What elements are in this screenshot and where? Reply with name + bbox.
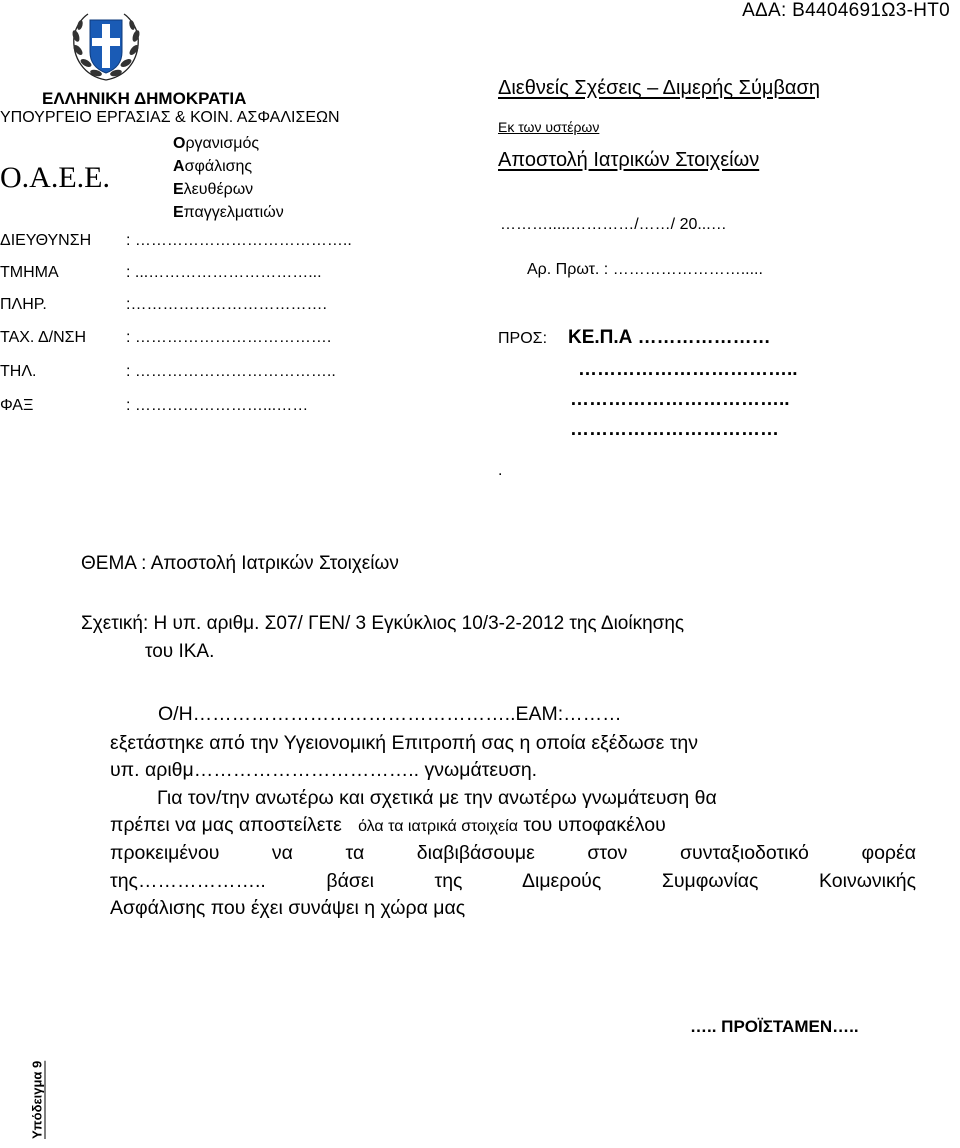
- to-line: ……………………………..: [570, 389, 790, 410]
- org-line: Ασφάλισης: [173, 158, 253, 175]
- field-address: ΤΑΧ. Δ/ΝΣΗ : ……………………………….: [0, 329, 332, 346]
- org-line: Επαγγελματιών: [173, 204, 284, 221]
- to-line: ……………………………..: [578, 359, 798, 380]
- ada-code: ΑΔΑ: Β4404691Ω3-ΗΤ0: [742, 0, 950, 21]
- para-line-4: Για τον/την ανωτέρω και σχετικά με την ανωτέρω γνωμάτευση θα: [157, 787, 717, 809]
- para-line-5: πρέπει να μας αποστείλετε όλα τα ιατρικά στοιχεία του υποφακέλου: [110, 814, 666, 836]
- field-directorate: ΔΙΕΥΘΥΝΣΗ : …………………………………..: [0, 232, 352, 249]
- to-label: ΠΡΟΣ:: [498, 330, 548, 347]
- org-line: Οργανισμός: [173, 135, 260, 152]
- date-line: ……….....…………/……/ 20...…: [500, 216, 727, 233]
- to-line: ……………………………: [570, 419, 779, 440]
- greek-coat-of-arms-icon: [66, 6, 146, 86]
- to-recipient: ΚΕ.Π.Α …………………: [568, 327, 771, 348]
- republic-title: ΕΛΛΗΝΙΚΗ ΔΗΜΟΚΡΑΤΙΑ: [42, 89, 247, 108]
- stray-dot: .: [498, 462, 503, 479]
- template-label: Υπόδειγμα 9: [29, 1060, 45, 1140]
- org-full-name: [173, 132, 284, 224]
- para-line-8: Ασφάλισης που έχει συνάψει η χώρα μας: [110, 897, 466, 919]
- para-line-2: εξετάστηκε από την Υγειονομική Επιτροπή σας η οποία εξέδωσε την: [110, 732, 698, 754]
- field-fax: ΦΑΞ : ……………………...……: [0, 397, 309, 414]
- field-info: ΠΛΗΡ. :……………………………….: [0, 296, 327, 313]
- org-abbrev: Ο.Α.Ε.Ε.: [0, 161, 110, 194]
- signature-title: ….. ΠΡΟΪΣΤΑΜΕΝ…..: [690, 1017, 859, 1036]
- doc-heading: Αποστολή Ιατρικών Στοιχείων: [498, 149, 760, 171]
- protocol-number: Αρ. Πρωτ. : …………………….....: [527, 261, 763, 278]
- para-line-6: προκειμένου να τα διαβιβάσουμε στον συνταξιοδοτικό φορέα: [110, 842, 916, 864]
- related-line-2: του ΙΚΑ.: [145, 641, 215, 662]
- para-line-3: υπ. αριθμ…………………………….. γνωμάτευση.: [110, 759, 538, 781]
- org-line: Ελευθέρων: [173, 181, 254, 198]
- para-line-7: της……………….. βάσει της Διμερούς Συμφωνίας Κοινωνικής: [110, 870, 916, 892]
- ministry-name: ΥΠΟΥΡΓΕΙΟ ΕΡΓΑΣΙΑΣ & ΚΟΙΝ. ΑΣΦΑΛΙΣΕΩΝ: [0, 109, 340, 126]
- doc-subcategory: Εκ των υστέρων: [498, 119, 600, 135]
- field-phone: ΤΗΛ. : ………………………………..: [0, 363, 336, 380]
- para-line-1: Ο/Η…………………………………………..ΕΑΜ:………: [158, 703, 622, 725]
- field-department: ΤΜΗΜΑ : ...…………………………...: [0, 264, 322, 281]
- related-line-1: Σχετική: Η υπ. αριθμ. Σ07/ ΓΕΝ/ 3 Εγκύκλιος 10/3-2-2012 της Διοίκησης: [81, 613, 685, 634]
- subject-line: ΘΕΜΑ : Αποστολή Ιατρικών Στοιχείων: [81, 553, 399, 574]
- doc-category: Διεθνείς Σχέσεις – Διμερής Σύμβαση: [498, 77, 820, 99]
